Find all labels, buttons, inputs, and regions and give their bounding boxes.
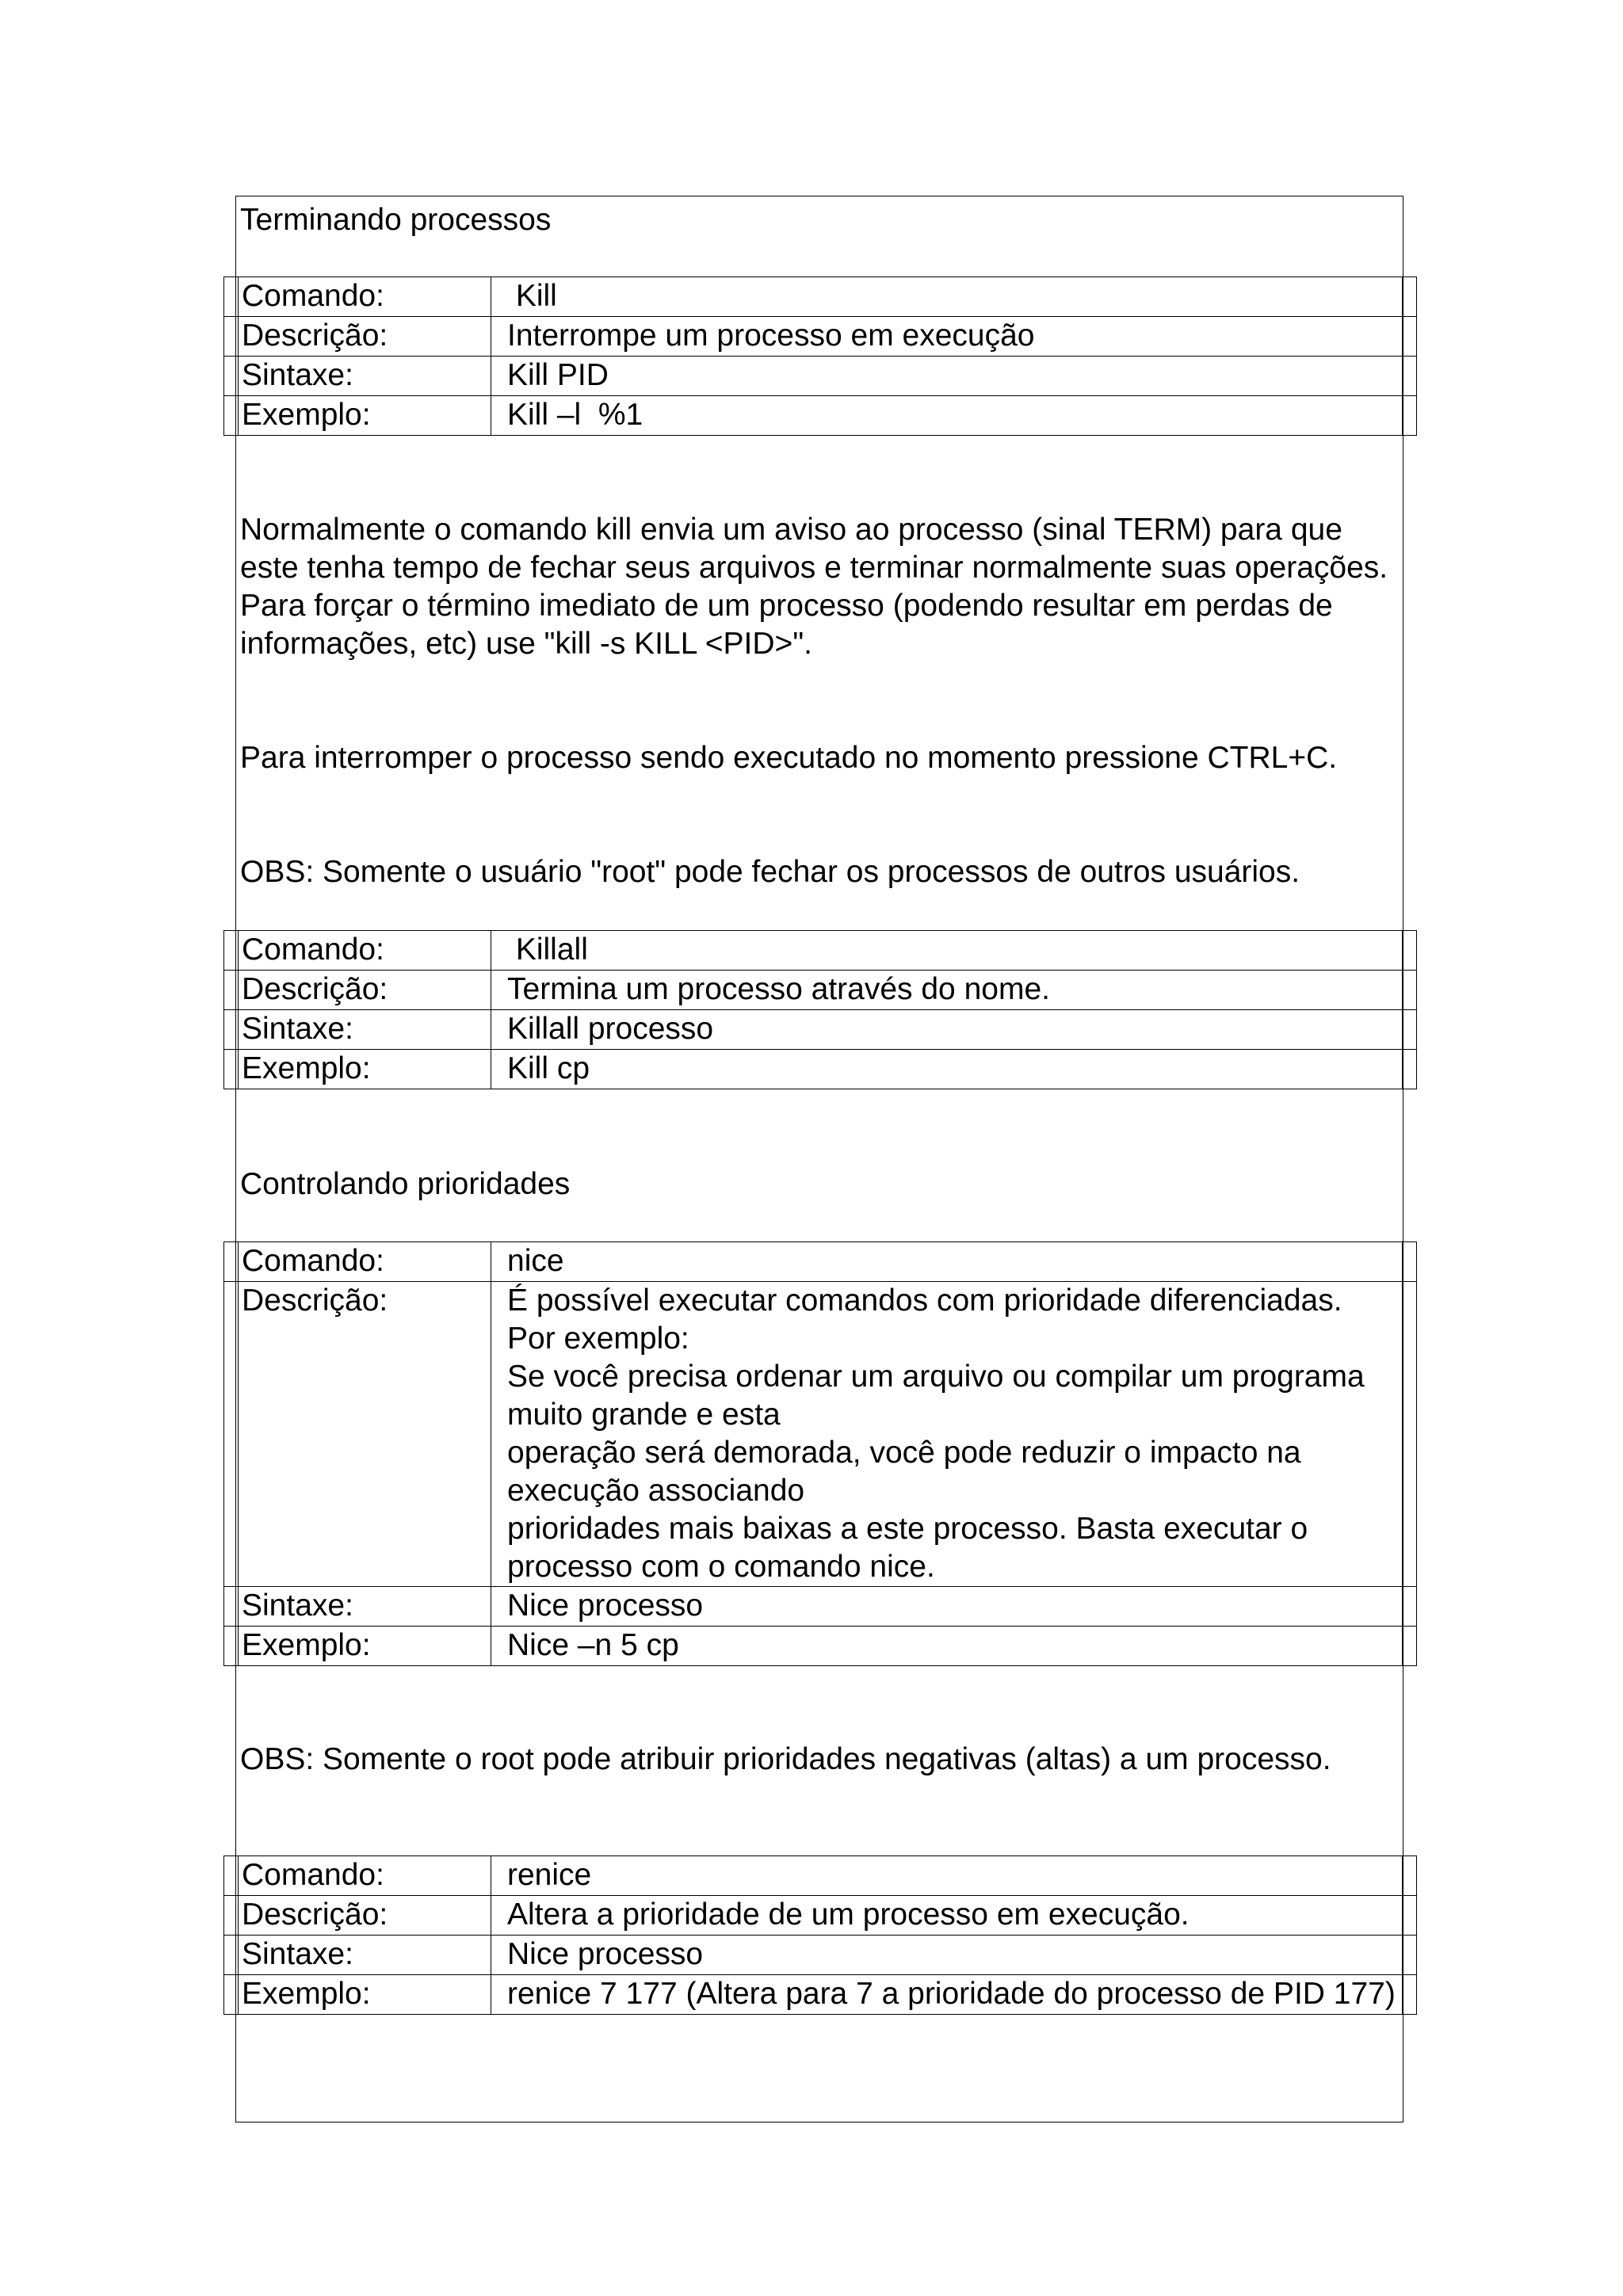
section-title-terminating: Terminando processos <box>240 203 552 237</box>
table-row <box>224 1896 1417 1936</box>
table-row <box>224 396 1417 436</box>
description-line: Por exemplo: <box>507 1322 689 1356</box>
table-row <box>224 357 1417 396</box>
table-row <box>224 1856 1417 1896</box>
row-value: renice 7 177 (Altera para 7 a prioridade do processo de PID 177) <box>491 1975 1403 2015</box>
row-value: Kill <box>491 277 1403 317</box>
interrupt-paragraph: Para interromper o processo sendo executado no momento pressione CTRL+C. <box>240 741 1338 775</box>
table-row <box>224 1627 1417 1666</box>
row-label: Comando: <box>239 931 491 971</box>
description-line: prioridades mais baixas a este processo. Basta executar o processo com o comando nice. <box>507 1512 1308 1584</box>
nice-note-paragraph: OBS: Somente o root pode atribuir prioridades negativas (altas) a um processo. <box>240 1742 1331 1776</box>
table-row <box>224 1587 1417 1627</box>
table-row <box>224 1936 1417 1975</box>
description-line: É possível executar comandos com prioridade diferenciadas. <box>507 1283 1342 1318</box>
row-value: Nice processo <box>491 1587 1403 1627</box>
renice-command-table <box>223 1855 1417 2015</box>
row-value: nice <box>491 1242 1403 1282</box>
row-value: Kill PID <box>491 357 1403 396</box>
description-line: operação será demorada, você pode reduzir o impacto na execução associando <box>507 1436 1301 1508</box>
row-label: Exemplo: <box>239 1050 491 1089</box>
row-label: Exemplo: <box>239 1975 491 2015</box>
row-label: Descrição: <box>239 1896 491 1936</box>
row-value: Killall processo <box>491 1010 1403 1050</box>
row-value <box>491 1282 1403 1587</box>
kill-note-paragraph <box>240 511 1397 663</box>
row-value: Kill cp <box>491 1050 1403 1089</box>
row-value: Nice processo <box>491 1936 1403 1975</box>
row-value: renice <box>491 1856 1403 1896</box>
row-label: Comando: <box>239 1856 491 1896</box>
row-label: Descrição: <box>239 317 491 357</box>
table-row <box>224 1975 1417 2015</box>
row-label: Sintaxe: <box>239 1010 491 1050</box>
row-label: Sintaxe: <box>239 1936 491 1975</box>
kill-note-text-end: informações, etc) use "kill -s KILL <PID>". <box>240 627 813 661</box>
root-note-paragraph: OBS: Somente o usuário "root" pode fechar os processos de outros usuários. <box>240 855 1300 889</box>
row-label: Descrição: <box>239 1282 491 1587</box>
row-value: Kill –l %1 <box>491 396 1403 436</box>
row-label: Exemplo: <box>239 396 491 436</box>
row-label: Sintaxe: <box>239 357 491 396</box>
document-frame <box>235 196 1403 2122</box>
kill-note-text: Normalmente o comando kill envia um aviso ao processo (sinal TERM) para que este tenha tempo de fechar seus arquivos e terminar normalmente suas operações. Para forçar o término imediato de um processo (podendo resultar em perdas de <box>240 513 1388 623</box>
nice-command-table <box>223 1241 1417 1666</box>
table-row <box>224 931 1417 971</box>
row-value: Interrompe um processo em execução <box>491 317 1403 357</box>
table-row <box>224 1242 1417 1282</box>
row-label: Comando: <box>239 1242 491 1282</box>
table-row <box>224 277 1417 317</box>
kill-command-table <box>223 277 1417 436</box>
row-label: Sintaxe: <box>239 1587 491 1627</box>
table-row <box>224 971 1417 1010</box>
table-row <box>224 317 1417 357</box>
table-row <box>224 1282 1417 1587</box>
section-title-priorities: Controlando prioridades <box>240 1167 571 1201</box>
description-line: Se você precisa ordenar um arquivo ou compilar um programa muito grande e esta <box>507 1360 1365 1432</box>
row-value: Nice –n 5 cp <box>491 1627 1403 1666</box>
table-row <box>224 1050 1417 1089</box>
row-value: Killall <box>491 931 1403 971</box>
table-row <box>224 1010 1417 1050</box>
row-label: Comando: <box>239 277 491 317</box>
killall-command-table <box>223 930 1417 1089</box>
row-value: Termina um processo através do nome. <box>491 971 1403 1010</box>
row-label: Exemplo: <box>239 1627 491 1666</box>
row-label: Descrição: <box>239 971 491 1010</box>
row-value: Altera a prioridade de um processo em execução. <box>491 1896 1403 1936</box>
